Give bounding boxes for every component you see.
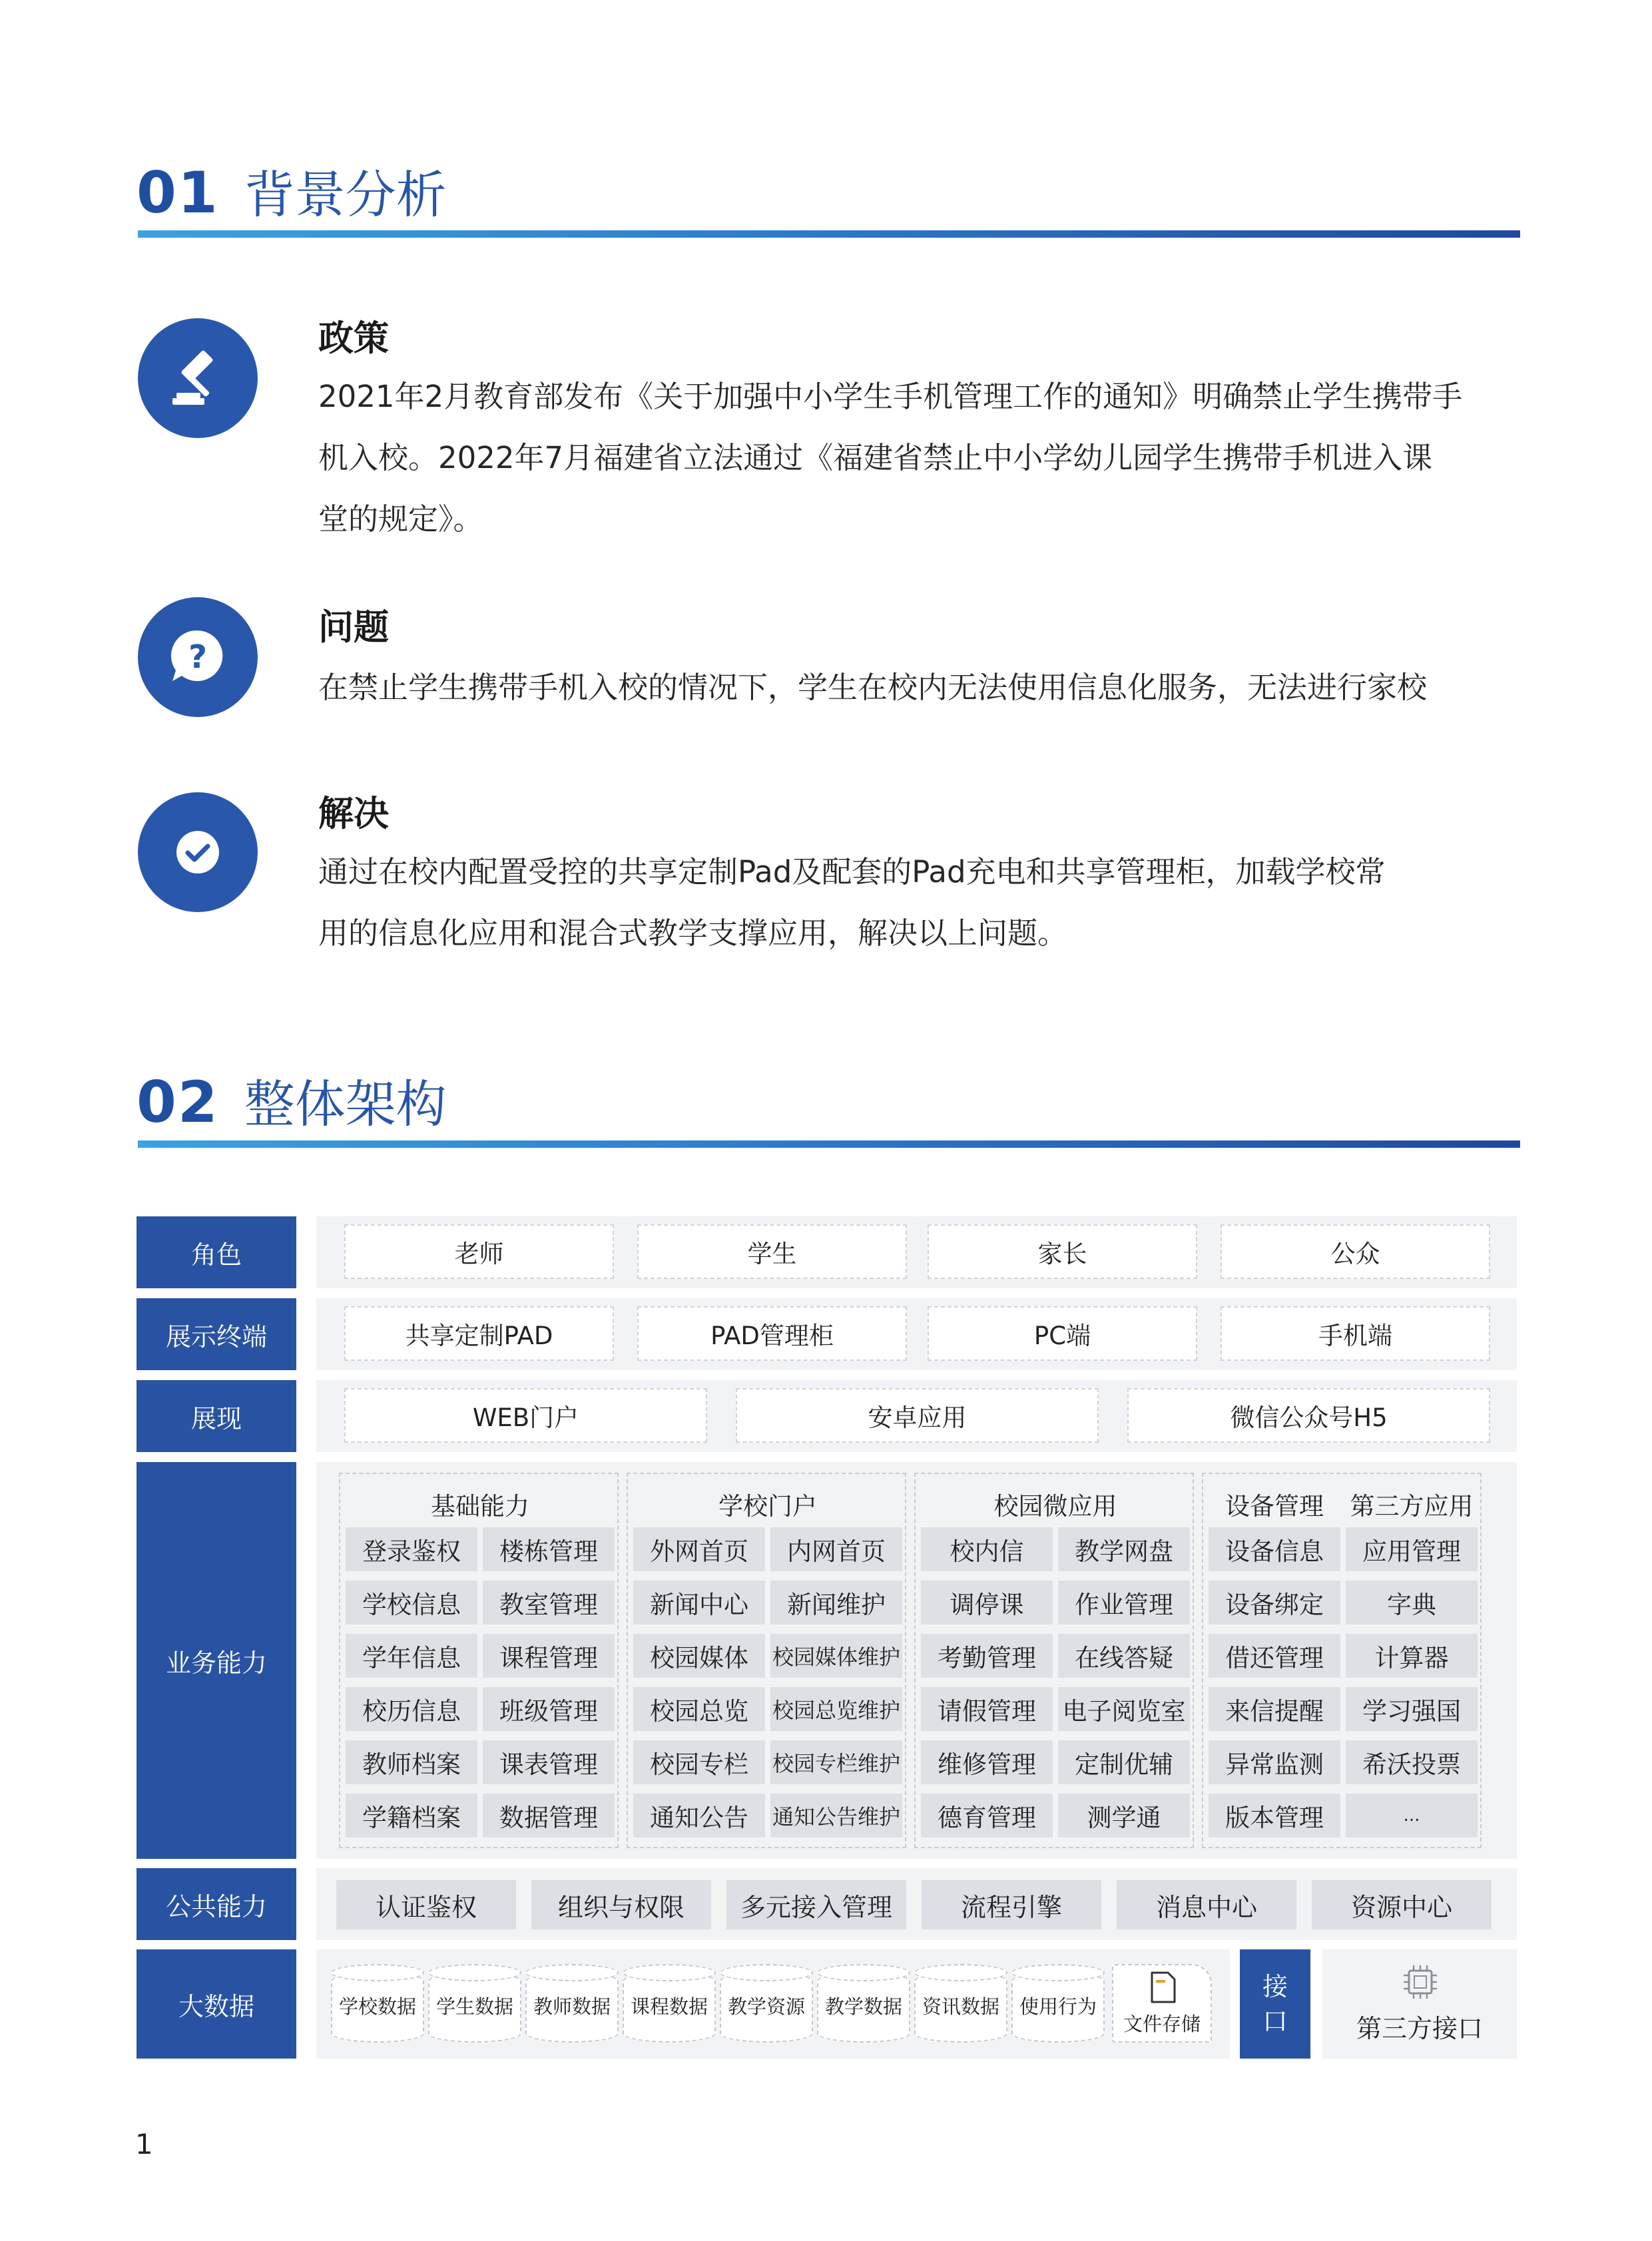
capability-cell: 来信提醒 bbox=[1209, 1687, 1340, 1731]
policy-line: 机入校。2022年7月福建省立法通过《福建省禁止中小学幼儿园学生携带手机进入课 bbox=[318, 440, 1433, 475]
capability-cell: 新闻维护 bbox=[770, 1581, 902, 1624]
database-icon bbox=[623, 1964, 716, 2043]
section-2-number: 02 bbox=[137, 1069, 219, 1136]
solution-line: 通过在校内配置受控的共享定制Pad及配套的Pad充电和共享管理柜，加载学校常 bbox=[318, 854, 1386, 889]
business-panel bbox=[316, 1462, 1517, 1859]
database-icon bbox=[817, 1964, 910, 2043]
third-party-interface-label: 第三方接口 bbox=[1356, 2014, 1483, 2043]
capability-cell: 异常监测 bbox=[1209, 1740, 1340, 1784]
public-capability-box: 消息中心 bbox=[1117, 1880, 1296, 1929]
capability-cell: 内网首页 bbox=[770, 1527, 902, 1571]
row-label-bigdata: 大数据 bbox=[137, 1949, 296, 2059]
problem-body bbox=[318, 657, 1490, 718]
capability-cell: 学年信息 bbox=[346, 1634, 477, 1678]
chip-icon bbox=[1401, 1963, 1440, 2001]
section-2-heading bbox=[137, 1064, 447, 1136]
capability-cell: 在线答疑 bbox=[1058, 1634, 1190, 1678]
capability-cell: 德育管理 bbox=[921, 1794, 1053, 1838]
capability-cell: 通知公告维护 bbox=[770, 1794, 902, 1838]
database-icon bbox=[428, 1964, 521, 2043]
capability-cell: 设备信息 bbox=[1209, 1527, 1340, 1571]
terminal-box: PAD管理柜 bbox=[637, 1306, 907, 1361]
data-store-label: 教学资源 bbox=[727, 1995, 805, 2018]
database-icon bbox=[525, 1964, 619, 2043]
question-icon bbox=[138, 597, 258, 717]
business-group-basic bbox=[339, 1473, 619, 1848]
capability-cell: 校内信 bbox=[921, 1527, 1053, 1571]
capability-cell: 学籍档案 bbox=[346, 1794, 477, 1838]
policy-line: 2021年2月教育部发布《关于加强中小学生手机管理工作的通知》明确禁止学生携带手 bbox=[318, 379, 1463, 414]
file-storage-box bbox=[1112, 1964, 1212, 2043]
database-icon bbox=[914, 1964, 1007, 2043]
data-store-label: 使用行为 bbox=[1019, 1995, 1097, 2018]
public-capability-box: 流程引擎 bbox=[922, 1880, 1101, 1929]
policy-title: 政策 bbox=[318, 318, 389, 359]
capability-cell: 校园总览 bbox=[633, 1687, 765, 1731]
capability-cell: 定制优辅 bbox=[1058, 1740, 1190, 1784]
database-icon bbox=[1011, 1964, 1105, 2043]
section-1-title: 背景分析 bbox=[244, 165, 447, 224]
capability-cell: 课表管理 bbox=[483, 1740, 615, 1784]
section-1-rule bbox=[138, 230, 1520, 238]
data-store-label: 课程数据 bbox=[630, 1995, 708, 2018]
problem-line: 在禁止学生携带手机入校的情况下，学生在校内无法使用信息化服务，无法进行家校 bbox=[318, 670, 1428, 705]
capability-cell: 借还管理 bbox=[1209, 1634, 1340, 1678]
row-label-roles: 角色 bbox=[137, 1216, 296, 1288]
third-party-interface-panel bbox=[1322, 1949, 1517, 2059]
capability-cell: 考勤管理 bbox=[921, 1634, 1053, 1678]
display-box: 安卓应用 bbox=[736, 1388, 1099, 1443]
row-label-terminals: 展示终端 bbox=[137, 1298, 296, 1370]
problem-title: 问题 bbox=[318, 607, 389, 648]
role-box: 老师 bbox=[344, 1224, 614, 1279]
public-panel bbox=[316, 1868, 1517, 1940]
group-title: 第三方应用 bbox=[1350, 1492, 1474, 1521]
data-store-label: 学生数据 bbox=[435, 1995, 513, 2018]
database-icon bbox=[331, 1964, 424, 2043]
business-group-micro-apps bbox=[914, 1473, 1194, 1848]
capability-cell: 课程管理 bbox=[483, 1634, 615, 1678]
capability-cell: 校园媒体维护 bbox=[770, 1634, 902, 1678]
row-label-display: 展现 bbox=[137, 1380, 296, 1452]
capability-cell: 维修管理 bbox=[921, 1740, 1053, 1784]
business-group-portal bbox=[627, 1473, 906, 1848]
section-2-rule bbox=[138, 1140, 1520, 1148]
policy-body bbox=[318, 366, 1490, 550]
public-capability-box: 认证鉴权 bbox=[336, 1880, 516, 1929]
file-storage-label: 文件存储 bbox=[1123, 2013, 1201, 2035]
capability-cell: 教学网盘 bbox=[1058, 1527, 1190, 1571]
business-group-device-third bbox=[1202, 1473, 1482, 1848]
database-icon bbox=[720, 1964, 813, 2043]
capability-cell: 数据管理 bbox=[483, 1794, 615, 1838]
capability-cell: 校园专栏 bbox=[633, 1740, 765, 1784]
capability-cell: 教室管理 bbox=[483, 1581, 615, 1624]
data-store-label: 教学数据 bbox=[824, 1995, 902, 2018]
capability-cell: 应用管理 bbox=[1346, 1527, 1478, 1571]
check-icon bbox=[138, 792, 258, 912]
terminal-box: PC端 bbox=[928, 1306, 1197, 1361]
capability-cell: 设备绑定 bbox=[1209, 1581, 1340, 1624]
capability-cell: 学校信息 bbox=[346, 1581, 477, 1624]
capability-cell: 计算器 bbox=[1346, 1634, 1478, 1678]
terminal-box: 共享定制PAD bbox=[344, 1306, 614, 1361]
group-title: 基础能力 bbox=[431, 1492, 529, 1521]
group-title: 校园微应用 bbox=[993, 1492, 1117, 1521]
data-store-label: 教师数据 bbox=[533, 1995, 611, 2018]
display-box: 微信公众号H5 bbox=[1127, 1388, 1490, 1443]
page-number: 1 bbox=[135, 2128, 153, 2160]
display-panel bbox=[316, 1380, 1517, 1452]
solution-line: 用的信息化应用和混合式教学支撑应用，解决以上问题。 bbox=[318, 915, 1068, 951]
capability-cell: 调停课 bbox=[921, 1581, 1053, 1624]
section-2-title: 整体架构 bbox=[244, 1075, 447, 1134]
capability-cell: 通知公告 bbox=[633, 1794, 765, 1838]
gavel-icon bbox=[138, 318, 258, 438]
capability-cell: 电子阅览室 bbox=[1058, 1687, 1190, 1731]
public-capability-box: 资源中心 bbox=[1312, 1880, 1492, 1929]
display-box: WEB门户 bbox=[344, 1388, 707, 1443]
solution-title: 解决 bbox=[318, 794, 389, 834]
roles-panel bbox=[316, 1216, 1517, 1288]
policy-line: 堂的规定》。 bbox=[318, 501, 483, 537]
capability-cell: 校园媒体 bbox=[633, 1634, 765, 1678]
svg-text:?: ? bbox=[188, 638, 207, 676]
role-box: 家长 bbox=[928, 1224, 1197, 1279]
data-store-label: 学校数据 bbox=[338, 1995, 416, 2018]
capability-cell: 新闻中心 bbox=[633, 1581, 765, 1624]
capability-cell: 希沃投票 bbox=[1346, 1740, 1478, 1784]
capability-cell: 班级管理 bbox=[483, 1687, 615, 1731]
terminal-box: 手机端 bbox=[1221, 1306, 1490, 1361]
public-capability-box: 组织与权限 bbox=[531, 1880, 711, 1929]
capability-cell: 楼栋管理 bbox=[483, 1527, 615, 1571]
capability-cell: 教师档案 bbox=[346, 1740, 477, 1784]
row-label-business: 业务能力 bbox=[137, 1462, 296, 1859]
section-1-heading bbox=[137, 154, 447, 226]
capability-cell: 校历信息 bbox=[346, 1687, 477, 1731]
role-box: 学生 bbox=[637, 1224, 907, 1279]
capability-cell: 字典 bbox=[1346, 1581, 1478, 1624]
capability-cell: 版本管理 bbox=[1209, 1794, 1340, 1838]
capability-cell: 学习强国 bbox=[1346, 1687, 1478, 1731]
capability-cell: 外网首页 bbox=[633, 1527, 765, 1571]
capability-cell: 登录鉴权 bbox=[346, 1527, 477, 1571]
group-title: 学校门户 bbox=[718, 1492, 817, 1521]
public-capability-box: 多元接入管理 bbox=[726, 1880, 906, 1929]
capability-cell: 校园总览维护 bbox=[770, 1687, 902, 1731]
file-icon bbox=[1147, 1971, 1179, 2004]
group-title: 设备管理 bbox=[1225, 1492, 1324, 1521]
row-label-public: 公共能力 bbox=[137, 1868, 296, 1940]
capability-cell: 测学通 bbox=[1058, 1794, 1190, 1838]
section-1-number: 01 bbox=[137, 160, 219, 226]
solution-body bbox=[318, 842, 1490, 964]
capability-cell: 校园专栏维护 bbox=[770, 1740, 902, 1784]
capability-cell: 请假管理 bbox=[921, 1687, 1053, 1731]
role-box: 公众 bbox=[1221, 1224, 1490, 1279]
interface-label: 接口 bbox=[1240, 1949, 1310, 2059]
capability-cell: ... bbox=[1346, 1794, 1478, 1838]
data-store-label: 资讯数据 bbox=[922, 1995, 999, 2018]
bigdata-panel bbox=[316, 1949, 1230, 2059]
capability-cell: 作业管理 bbox=[1058, 1581, 1190, 1624]
terminals-panel bbox=[316, 1298, 1517, 1370]
